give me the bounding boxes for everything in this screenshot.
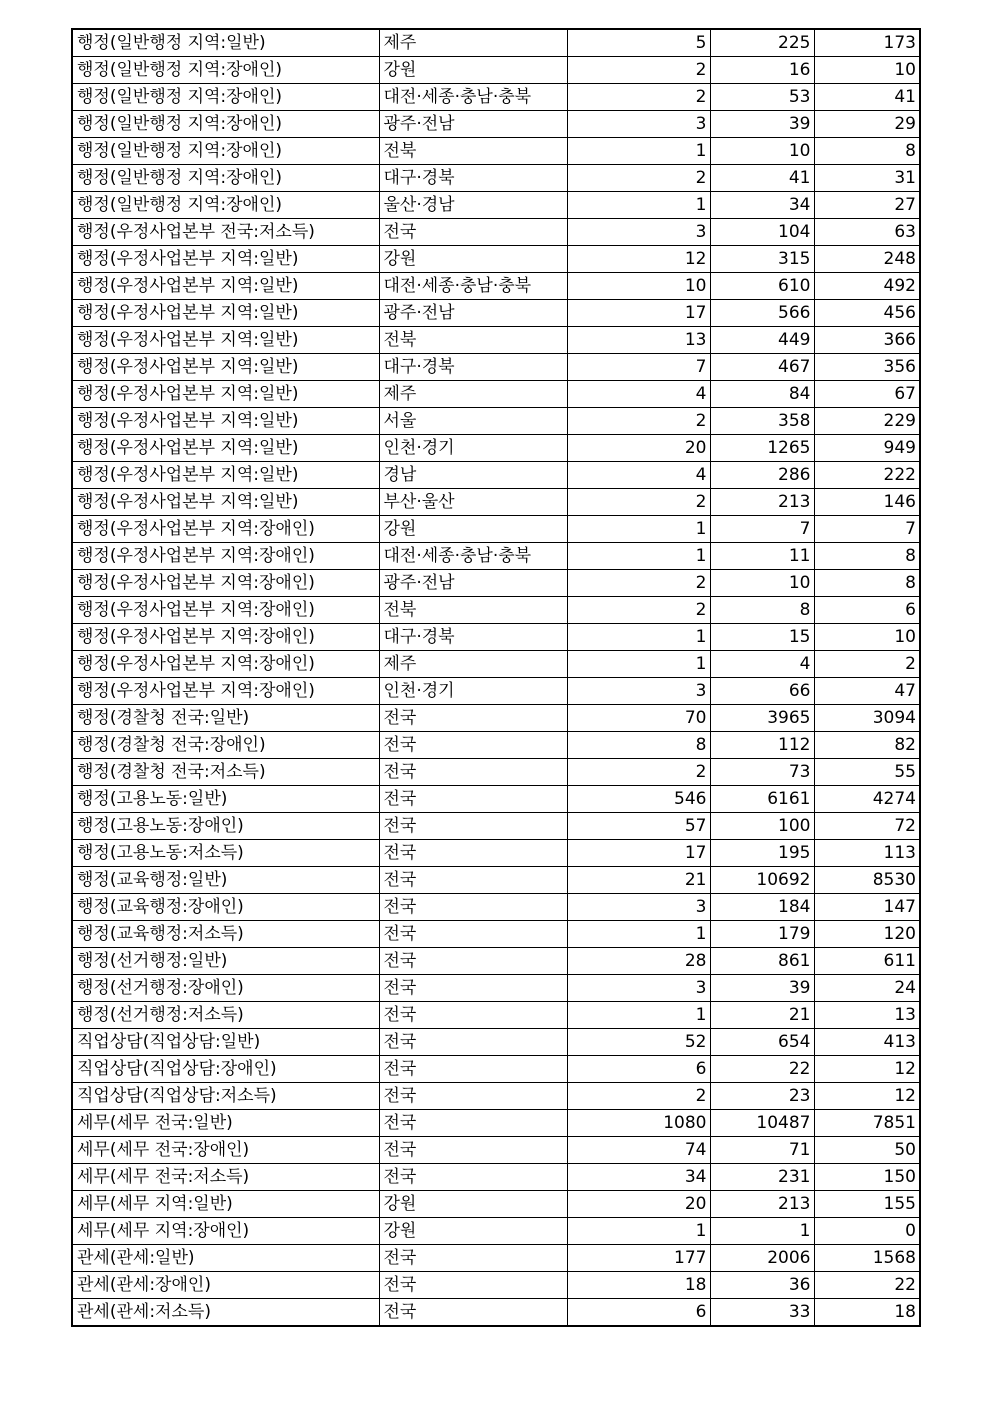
positions-cell: 52 <box>567 1029 710 1056</box>
applicants-cell: 1265 <box>710 435 814 462</box>
table-row <box>72 921 920 948</box>
table-row <box>72 597 920 624</box>
exam-category-cell: 행정(일반행정 지역:장애인) <box>72 57 379 84</box>
table-row <box>72 489 920 516</box>
test-takers-cell: 155 <box>814 1191 920 1218</box>
test-takers-cell: 4274 <box>814 786 920 813</box>
positions-cell: 3 <box>567 219 710 246</box>
applicants-cell: 15 <box>710 624 814 651</box>
region-cell: 전국 <box>379 1137 567 1164</box>
exam-category-cell: 행정(일반행정 지역:장애인) <box>72 138 379 165</box>
positions-cell: 28 <box>567 948 710 975</box>
exam-category-cell: 행정(일반행정 지역:장애인) <box>72 84 379 111</box>
exam-category-cell: 행정(우정사업본부 지역:장애인) <box>72 651 379 678</box>
exam-category-cell: 행정(교육행정:장애인) <box>72 894 379 921</box>
test-takers-cell: 6 <box>814 597 920 624</box>
region-cell: 전국 <box>379 219 567 246</box>
table-row <box>72 29 920 57</box>
region-cell: 대전·세종·충남·충북 <box>379 84 567 111</box>
region-cell: 전국 <box>379 840 567 867</box>
exam-category-cell: 직업상담(직업상담:장애인) <box>72 1056 379 1083</box>
region-cell: 전국 <box>379 1029 567 1056</box>
table-row <box>72 192 920 219</box>
applicants-cell: 449 <box>710 327 814 354</box>
exam-category-cell: 행정(일반행정 지역:장애인) <box>72 192 379 219</box>
exam-category-cell: 행정(선거행정:일반) <box>72 948 379 975</box>
test-takers-cell: 1568 <box>814 1245 920 1272</box>
test-takers-cell: 63 <box>814 219 920 246</box>
exam-category-cell: 행정(우정사업본부 지역:일반) <box>72 489 379 516</box>
table-row <box>72 1137 920 1164</box>
region-cell: 부산·울산 <box>379 489 567 516</box>
applicants-cell: 6161 <box>710 786 814 813</box>
test-takers-cell: 2 <box>814 651 920 678</box>
region-cell: 전국 <box>379 1245 567 1272</box>
positions-cell: 2 <box>567 759 710 786</box>
exam-category-cell: 행정(우정사업본부 지역:장애인) <box>72 624 379 651</box>
exam-category-cell: 행정(우정사업본부 지역:일반) <box>72 408 379 435</box>
exam-category-cell: 행정(우정사업본부 지역:일반) <box>72 246 379 273</box>
positions-cell: 20 <box>567 1191 710 1218</box>
test-takers-cell: 492 <box>814 273 920 300</box>
test-takers-cell: 22 <box>814 1272 920 1299</box>
positions-cell: 7 <box>567 354 710 381</box>
table-row <box>72 1110 920 1137</box>
table-row <box>72 705 920 732</box>
positions-cell: 12 <box>567 246 710 273</box>
region-cell: 전국 <box>379 1272 567 1299</box>
table-row <box>72 462 920 489</box>
applicants-cell: 184 <box>710 894 814 921</box>
table-row <box>72 813 920 840</box>
table-row <box>72 381 920 408</box>
region-cell: 전국 <box>379 921 567 948</box>
positions-cell: 4 <box>567 381 710 408</box>
table-row <box>72 543 920 570</box>
table-row <box>72 1191 920 1218</box>
exam-category-cell: 행정(일반행정 지역:장애인) <box>72 111 379 138</box>
exam-category-cell: 행정(우정사업본부 지역:장애인) <box>72 516 379 543</box>
exam-category-cell: 행정(교육행정:일반) <box>72 867 379 894</box>
table-row <box>72 1029 920 1056</box>
applicants-cell: 213 <box>710 1191 814 1218</box>
applicants-cell: 7 <box>710 516 814 543</box>
test-takers-cell: 413 <box>814 1029 920 1056</box>
test-takers-cell: 366 <box>814 327 920 354</box>
table-row <box>72 1299 920 1327</box>
exam-category-cell: 직업상담(직업상담:일반) <box>72 1029 379 1056</box>
positions-cell: 8 <box>567 732 710 759</box>
applicants-cell: 22 <box>710 1056 814 1083</box>
applicants-cell: 53 <box>710 84 814 111</box>
exam-category-cell: 행정(선거행정:장애인) <box>72 975 379 1002</box>
positions-cell: 1080 <box>567 1110 710 1137</box>
positions-cell: 2 <box>567 597 710 624</box>
table-row <box>72 273 920 300</box>
positions-cell: 1 <box>567 624 710 651</box>
test-takers-cell: 949 <box>814 435 920 462</box>
region-cell: 전국 <box>379 1056 567 1083</box>
exam-category-cell: 행정(우정사업본부 지역:일반) <box>72 462 379 489</box>
table-row <box>72 435 920 462</box>
region-cell: 울산·경남 <box>379 192 567 219</box>
positions-cell: 70 <box>567 705 710 732</box>
table-row <box>72 246 920 273</box>
test-takers-cell: 222 <box>814 462 920 489</box>
region-cell: 전국 <box>379 1002 567 1029</box>
applicants-cell: 11 <box>710 543 814 570</box>
region-cell: 전국 <box>379 867 567 894</box>
applicants-cell: 654 <box>710 1029 814 1056</box>
table-row <box>72 1056 920 1083</box>
region-cell: 전국 <box>379 1299 567 1327</box>
applicants-cell: 10487 <box>710 1110 814 1137</box>
positions-cell: 4 <box>567 462 710 489</box>
applicants-cell: 104 <box>710 219 814 246</box>
exam-category-cell: 행정(일반행정 지역:일반) <box>72 29 379 57</box>
positions-cell: 177 <box>567 1245 710 1272</box>
test-takers-cell: 3094 <box>814 705 920 732</box>
test-takers-cell: 12 <box>814 1056 920 1083</box>
region-cell: 전국 <box>379 1110 567 1137</box>
table-row <box>72 1002 920 1029</box>
region-cell: 광주·전남 <box>379 111 567 138</box>
test-takers-cell: 41 <box>814 84 920 111</box>
positions-cell: 1 <box>567 1218 710 1245</box>
applicants-cell: 112 <box>710 732 814 759</box>
positions-cell: 2 <box>567 408 710 435</box>
positions-cell: 546 <box>567 786 710 813</box>
applicants-cell: 10 <box>710 138 814 165</box>
applicants-cell: 358 <box>710 408 814 435</box>
applicants-cell: 73 <box>710 759 814 786</box>
region-cell: 전국 <box>379 1164 567 1191</box>
exam-category-cell: 행정(우정사업본부 지역:장애인) <box>72 543 379 570</box>
table-row <box>72 1164 920 1191</box>
applicants-cell: 566 <box>710 300 814 327</box>
exam-category-cell: 행정(우정사업본부 지역:장애인) <box>72 597 379 624</box>
test-takers-cell: 113 <box>814 840 920 867</box>
applicants-cell: 36 <box>710 1272 814 1299</box>
exam-category-cell: 행정(우정사업본부 지역:일반) <box>72 300 379 327</box>
positions-cell: 5 <box>567 29 710 57</box>
region-cell: 강원 <box>379 57 567 84</box>
region-cell: 대구·경북 <box>379 624 567 651</box>
region-cell: 전북 <box>379 597 567 624</box>
positions-cell: 18 <box>567 1272 710 1299</box>
region-cell: 전국 <box>379 732 567 759</box>
exam-category-cell: 행정(우정사업본부 지역:일반) <box>72 435 379 462</box>
region-cell: 전국 <box>379 786 567 813</box>
applicants-cell: 33 <box>710 1299 814 1327</box>
exam-category-cell: 행정(일반행정 지역:장애인) <box>72 165 379 192</box>
test-takers-cell: 120 <box>814 921 920 948</box>
region-cell: 전국 <box>379 759 567 786</box>
test-takers-cell: 248 <box>814 246 920 273</box>
positions-cell: 1 <box>567 1002 710 1029</box>
exam-category-cell: 행정(우정사업본부 지역:장애인) <box>72 570 379 597</box>
applicants-cell: 10692 <box>710 867 814 894</box>
applicants-cell: 10 <box>710 570 814 597</box>
positions-cell: 6 <box>567 1299 710 1327</box>
table-row <box>72 354 920 381</box>
region-cell: 대구·경북 <box>379 165 567 192</box>
positions-cell: 2 <box>567 57 710 84</box>
test-takers-cell: 24 <box>814 975 920 1002</box>
region-cell: 대전·세종·충남·충북 <box>379 543 567 570</box>
region-cell: 전북 <box>379 327 567 354</box>
test-takers-cell: 8 <box>814 570 920 597</box>
table-row <box>72 759 920 786</box>
exam-category-cell: 행정(우정사업본부 지역:일반) <box>72 327 379 354</box>
positions-cell: 34 <box>567 1164 710 1191</box>
positions-cell: 17 <box>567 840 710 867</box>
positions-cell: 10 <box>567 273 710 300</box>
applicants-cell: 2006 <box>710 1245 814 1272</box>
applicants-cell: 39 <box>710 975 814 1002</box>
exam-category-cell: 관세(관세:저소득) <box>72 1299 379 1327</box>
region-cell: 대구·경북 <box>379 354 567 381</box>
table-row <box>72 732 920 759</box>
table-row <box>72 57 920 84</box>
table-row <box>72 111 920 138</box>
test-takers-cell: 8 <box>814 543 920 570</box>
positions-cell: 1 <box>567 921 710 948</box>
table-row <box>72 867 920 894</box>
test-takers-cell: 7 <box>814 516 920 543</box>
region-cell: 광주·전남 <box>379 300 567 327</box>
region-cell: 인천·경기 <box>379 435 567 462</box>
table-row <box>72 219 920 246</box>
exam-category-cell: 행정(경찰청 전국:장애인) <box>72 732 379 759</box>
exam-category-cell: 행정(우정사업본부 지역:일반) <box>72 354 379 381</box>
table-row <box>72 84 920 111</box>
region-cell: 전국 <box>379 975 567 1002</box>
test-takers-cell: 146 <box>814 489 920 516</box>
positions-cell: 3 <box>567 894 710 921</box>
table-row <box>72 948 920 975</box>
region-cell: 제주 <box>379 381 567 408</box>
table-row <box>72 408 920 435</box>
region-cell: 전국 <box>379 948 567 975</box>
region-cell: 서울 <box>379 408 567 435</box>
region-cell: 경남 <box>379 462 567 489</box>
positions-cell: 1 <box>567 651 710 678</box>
table-row <box>72 840 920 867</box>
table-row <box>72 1245 920 1272</box>
exam-category-cell: 행정(우정사업본부 지역:일반) <box>72 381 379 408</box>
table-row <box>72 138 920 165</box>
positions-cell: 2 <box>567 1083 710 1110</box>
applicants-cell: 467 <box>710 354 814 381</box>
exam-category-cell: 행정(우정사업본부 전국:저소득) <box>72 219 379 246</box>
applicants-cell: 8 <box>710 597 814 624</box>
positions-cell: 2 <box>567 570 710 597</box>
applicants-cell: 231 <box>710 1164 814 1191</box>
test-takers-cell: 10 <box>814 57 920 84</box>
applicants-cell: 100 <box>710 813 814 840</box>
applicants-cell: 66 <box>710 678 814 705</box>
positions-cell: 1 <box>567 192 710 219</box>
positions-cell: 13 <box>567 327 710 354</box>
table-row <box>72 651 920 678</box>
region-cell: 대전·세종·충남·충북 <box>379 273 567 300</box>
test-takers-cell: 13 <box>814 1002 920 1029</box>
test-takers-cell: 10 <box>814 624 920 651</box>
exam-category-cell: 행정(고용노동:장애인) <box>72 813 379 840</box>
table-row <box>72 327 920 354</box>
table-row <box>72 165 920 192</box>
table-body <box>72 29 920 1326</box>
applicants-cell: 213 <box>710 489 814 516</box>
applicants-cell: 4 <box>710 651 814 678</box>
region-cell: 전국 <box>379 1083 567 1110</box>
exam-category-cell: 관세(관세:장애인) <box>72 1272 379 1299</box>
region-cell: 인천·경기 <box>379 678 567 705</box>
positions-cell: 6 <box>567 1056 710 1083</box>
test-takers-cell: 8530 <box>814 867 920 894</box>
test-takers-cell: 67 <box>814 381 920 408</box>
applicants-cell: 286 <box>710 462 814 489</box>
positions-cell: 1 <box>567 138 710 165</box>
exam-category-cell: 세무(세무 전국:일반) <box>72 1110 379 1137</box>
exam-category-cell: 직업상담(직업상담:저소득) <box>72 1083 379 1110</box>
exam-category-cell: 세무(세무 전국:저소득) <box>72 1164 379 1191</box>
test-takers-cell: 31 <box>814 165 920 192</box>
region-cell: 전국 <box>379 705 567 732</box>
exam-category-cell: 행정(선거행정:저소득) <box>72 1002 379 1029</box>
table-row <box>72 1083 920 1110</box>
table-row <box>72 786 920 813</box>
test-takers-cell: 150 <box>814 1164 920 1191</box>
region-cell: 제주 <box>379 29 567 57</box>
table-row <box>72 516 920 543</box>
test-takers-cell: 27 <box>814 192 920 219</box>
exam-category-cell: 세무(세무 지역:장애인) <box>72 1218 379 1245</box>
applicants-cell: 861 <box>710 948 814 975</box>
table-row <box>72 975 920 1002</box>
applicants-cell: 315 <box>710 246 814 273</box>
table-row <box>72 894 920 921</box>
applicants-cell: 84 <box>710 381 814 408</box>
exam-category-cell: 행정(고용노동:저소득) <box>72 840 379 867</box>
test-takers-cell: 0 <box>814 1218 920 1245</box>
applicants-cell: 21 <box>710 1002 814 1029</box>
region-cell: 전국 <box>379 894 567 921</box>
applicants-cell: 41 <box>710 165 814 192</box>
positions-cell: 21 <box>567 867 710 894</box>
test-takers-cell: 18 <box>814 1299 920 1327</box>
region-cell: 전국 <box>379 813 567 840</box>
positions-cell: 20 <box>567 435 710 462</box>
positions-cell: 1 <box>567 543 710 570</box>
applicants-cell: 610 <box>710 273 814 300</box>
positions-cell: 3 <box>567 111 710 138</box>
test-takers-cell: 50 <box>814 1137 920 1164</box>
test-takers-cell: 356 <box>814 354 920 381</box>
test-takers-cell: 8 <box>814 138 920 165</box>
table-row <box>72 570 920 597</box>
positions-cell: 2 <box>567 489 710 516</box>
test-takers-cell: 229 <box>814 408 920 435</box>
table-row <box>72 1218 920 1245</box>
region-cell: 강원 <box>379 516 567 543</box>
test-takers-cell: 47 <box>814 678 920 705</box>
exam-category-cell: 행정(우정사업본부 지역:일반) <box>72 273 379 300</box>
exam-category-cell: 관세(관세:일반) <box>72 1245 379 1272</box>
recruitment-table <box>71 28 921 1327</box>
test-takers-cell: 611 <box>814 948 920 975</box>
region-cell: 광주·전남 <box>379 570 567 597</box>
table-row <box>72 624 920 651</box>
positions-cell: 74 <box>567 1137 710 1164</box>
table-row <box>72 678 920 705</box>
table-row <box>72 300 920 327</box>
region-cell: 제주 <box>379 651 567 678</box>
applicants-cell: 3965 <box>710 705 814 732</box>
test-takers-cell: 173 <box>814 29 920 57</box>
test-takers-cell: 147 <box>814 894 920 921</box>
exam-category-cell: 세무(세무 전국:장애인) <box>72 1137 379 1164</box>
test-takers-cell: 12 <box>814 1083 920 1110</box>
applicants-cell: 179 <box>710 921 814 948</box>
applicants-cell: 1 <box>710 1218 814 1245</box>
applicants-cell: 225 <box>710 29 814 57</box>
test-takers-cell: 7851 <box>814 1110 920 1137</box>
applicants-cell: 16 <box>710 57 814 84</box>
test-takers-cell: 55 <box>814 759 920 786</box>
applicants-cell: 34 <box>710 192 814 219</box>
applicants-cell: 23 <box>710 1083 814 1110</box>
positions-cell: 3 <box>567 975 710 1002</box>
test-takers-cell: 82 <box>814 732 920 759</box>
region-cell: 전북 <box>379 138 567 165</box>
applicants-cell: 195 <box>710 840 814 867</box>
positions-cell: 2 <box>567 165 710 192</box>
positions-cell: 17 <box>567 300 710 327</box>
region-cell: 강원 <box>379 1191 567 1218</box>
region-cell: 강원 <box>379 246 567 273</box>
positions-cell: 57 <box>567 813 710 840</box>
exam-category-cell: 행정(고용노동:일반) <box>72 786 379 813</box>
exam-category-cell: 행정(경찰청 전국:저소득) <box>72 759 379 786</box>
region-cell: 강원 <box>379 1218 567 1245</box>
positions-cell: 3 <box>567 678 710 705</box>
exam-category-cell: 행정(경찰청 전국:일반) <box>72 705 379 732</box>
applicants-cell: 39 <box>710 111 814 138</box>
exam-category-cell: 세무(세무 지역:일반) <box>72 1191 379 1218</box>
table-row <box>72 1272 920 1299</box>
test-takers-cell: 72 <box>814 813 920 840</box>
test-takers-cell: 456 <box>814 300 920 327</box>
exam-category-cell: 행정(우정사업본부 지역:장애인) <box>72 678 379 705</box>
positions-cell: 1 <box>567 516 710 543</box>
exam-category-cell: 행정(교육행정:저소득) <box>72 921 379 948</box>
positions-cell: 2 <box>567 84 710 111</box>
test-takers-cell: 29 <box>814 111 920 138</box>
applicants-cell: 71 <box>710 1137 814 1164</box>
